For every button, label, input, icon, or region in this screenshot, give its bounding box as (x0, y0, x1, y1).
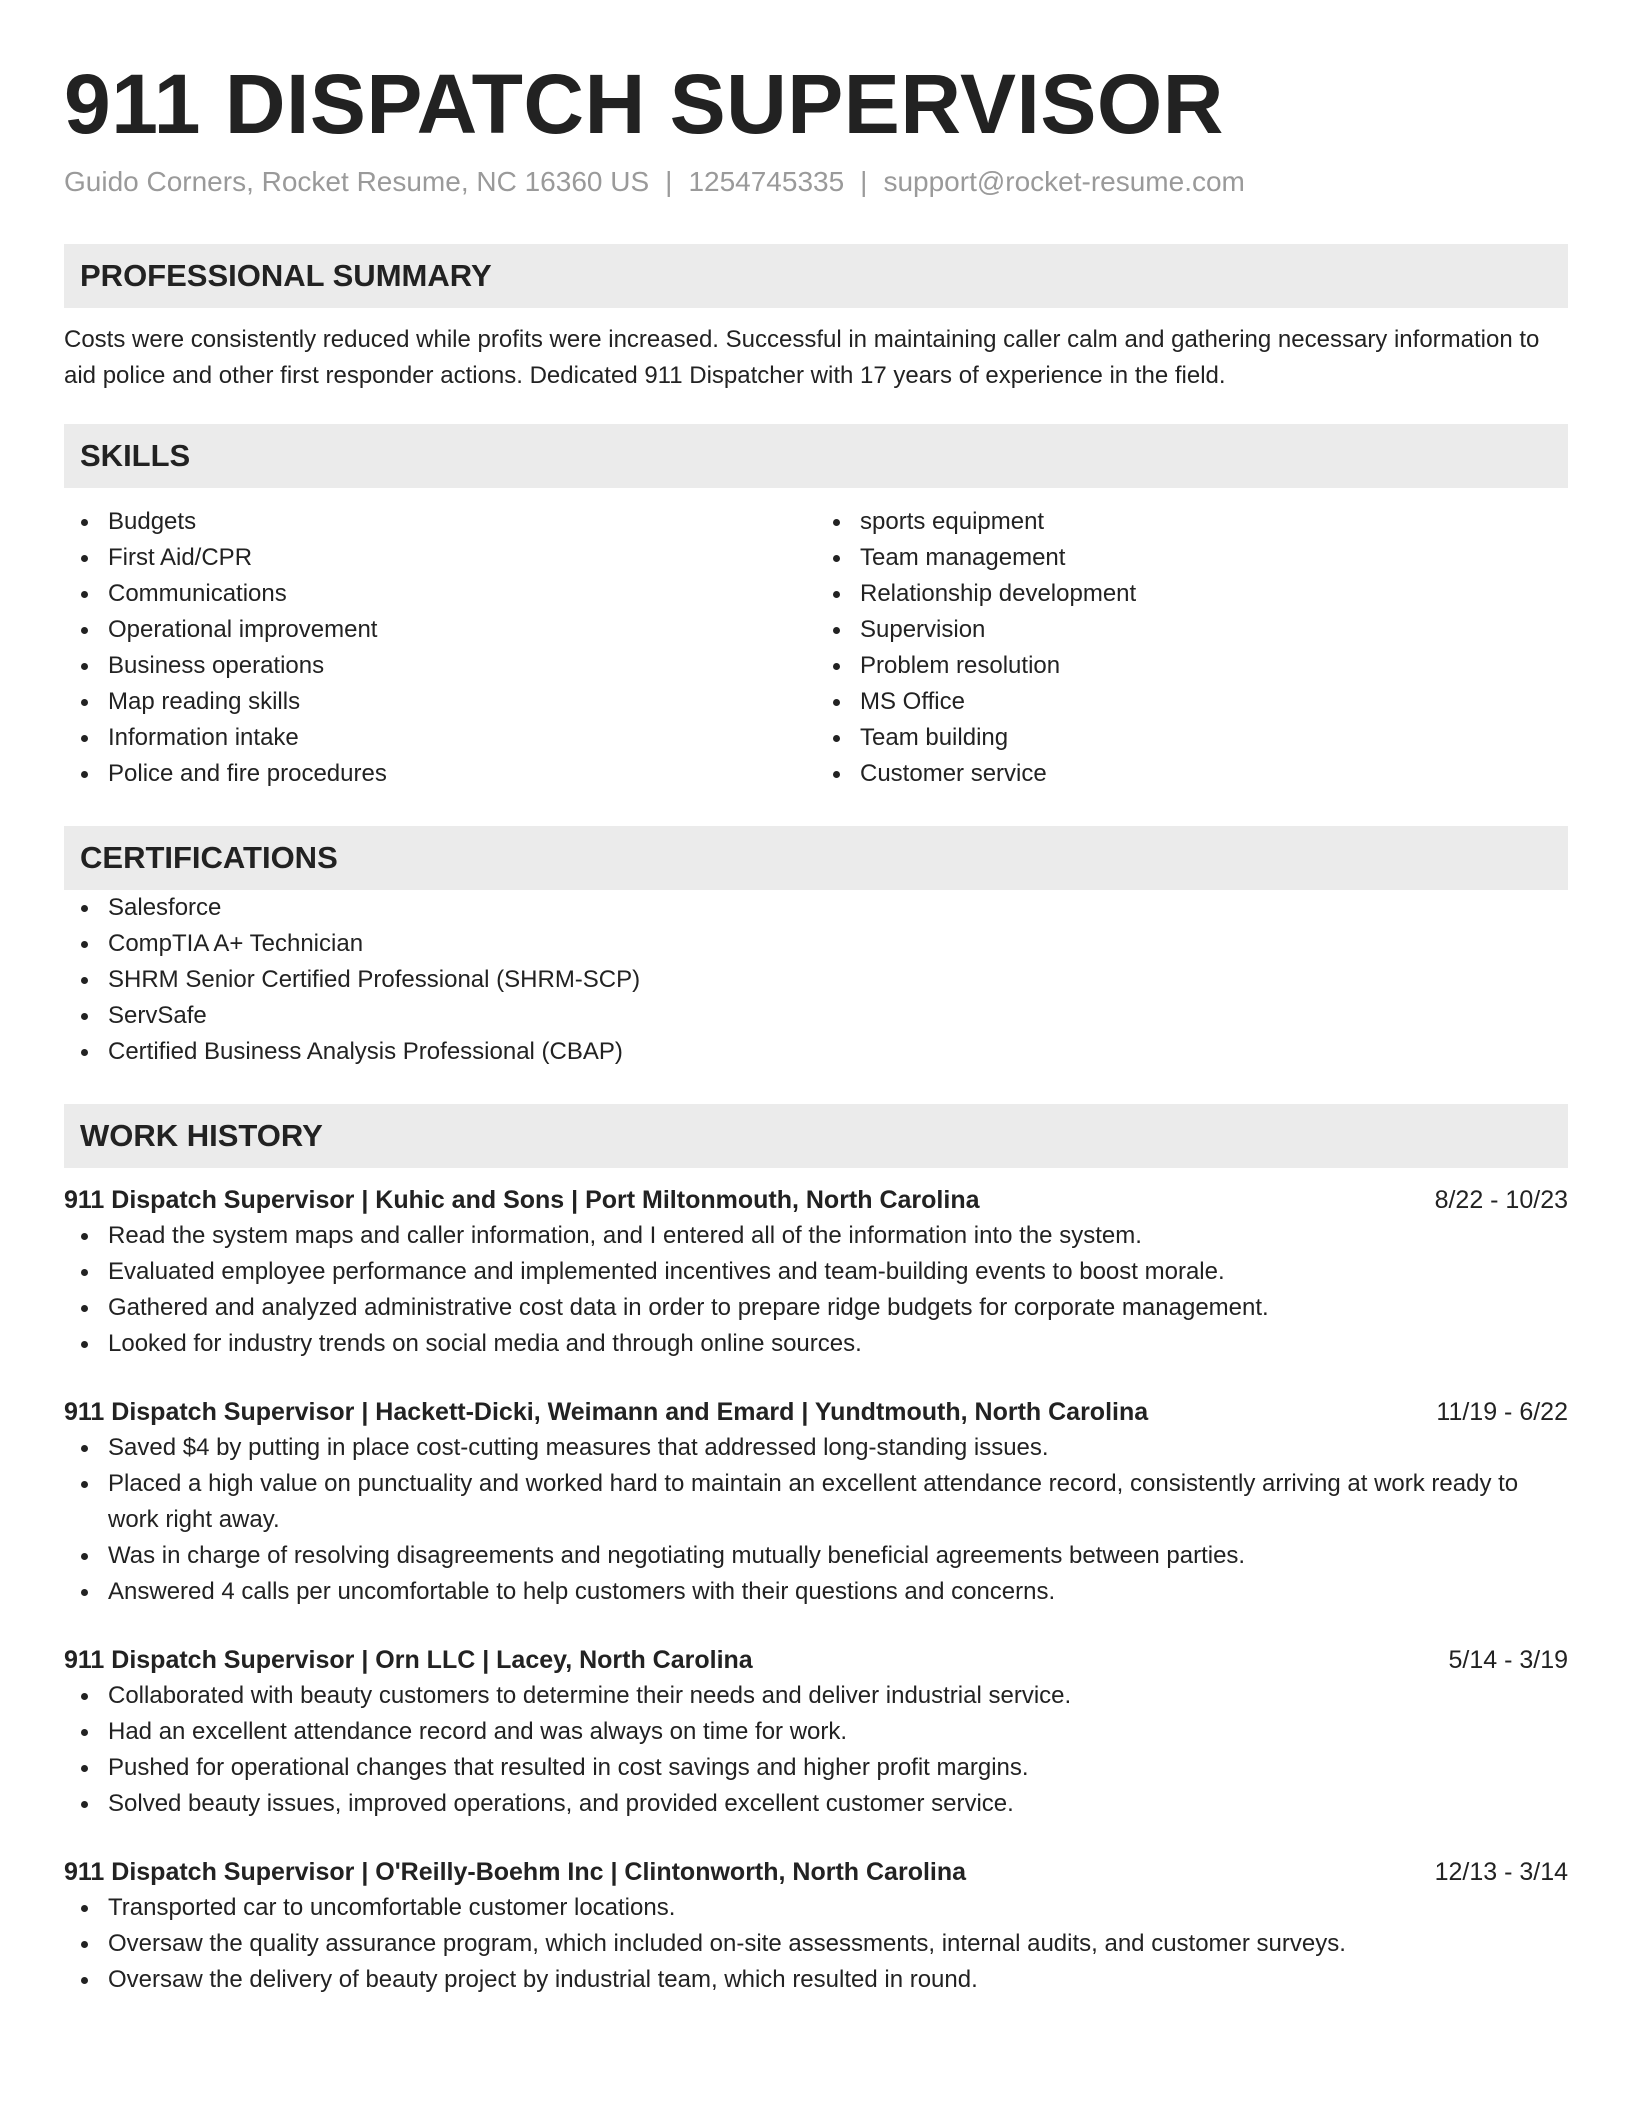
certification-item: ServSafe (108, 998, 1568, 1034)
skills-right-column (816, 504, 1568, 792)
job-bullet-list (64, 1430, 1568, 1610)
contact-phone: 1254745335 (688, 166, 845, 197)
skill-item: Operational improvement (108, 612, 816, 648)
job-heading-row (64, 1394, 1568, 1430)
job-bullet: Answered 4 calls per uncomfortable to help customers with their questions and concerns. (108, 1574, 1568, 1610)
skills-columns (64, 504, 1568, 792)
skill-item: Communications (108, 576, 816, 612)
skills-left-list (64, 504, 816, 792)
skill-item: Map reading skills (108, 684, 816, 720)
certification-item: CompTIA A+ Technician (108, 926, 1568, 962)
job-heading-row (64, 1854, 1568, 1890)
skill-item: First Aid/CPR (108, 540, 816, 576)
job-bullet: Had an excellent attendance record and was always on time for work. (108, 1714, 1568, 1750)
certification-item: Salesforce (108, 890, 1568, 926)
job-bullet: Pushed for operational changes that resulted in cost savings and higher profit margins. (108, 1750, 1568, 1786)
job-entry (64, 1854, 1568, 1998)
job-bullet: Placed a high value on punctuality and worked hard to maintain an excellent attendance record, consistently arriving at work ready to work right away. (108, 1466, 1568, 1538)
job-bullet: Oversaw the quality assurance program, which included on-site assessments, internal audits, and customer surveys. (108, 1926, 1568, 1962)
job-bullet-list (64, 1678, 1568, 1822)
job-bullet: Gathered and analyzed administrative cost data in order to prepare ridge budgets for corporate management. (108, 1290, 1568, 1326)
skill-item: Information intake (108, 720, 816, 756)
contact-separator: | (665, 166, 673, 197)
job-bullet: Oversaw the delivery of beauty project by industrial team, which resulted in round. (108, 1962, 1568, 1998)
job-bullet: Was in charge of resolving disagreements and negotiating mutually beneficial agreements between parties. (108, 1538, 1568, 1574)
job-bullet: Evaluated employee performance and implemented incentives and team-building events to boost morale. (108, 1254, 1568, 1290)
job-bullet-list (64, 1890, 1568, 1998)
summary-section-header: PROFESSIONAL SUMMARY (64, 244, 1568, 308)
contact-email: support@rocket-resume.com (883, 166, 1245, 197)
job-bullet: Saved $4 by putting in place cost-cutting measures that addressed long-standing issues. (108, 1430, 1568, 1466)
job-heading: 911 Dispatch Supervisor | Orn LLC | Lacey, North Carolina (64, 1646, 753, 1674)
skill-item: Budgets (108, 504, 816, 540)
job-heading: 911 Dispatch Supervisor | Kuhic and Sons | Port Miltonmouth, North Carolina (64, 1186, 980, 1214)
work-history-section-header: WORK HISTORY (64, 1104, 1568, 1168)
certifications-list (64, 890, 1568, 1070)
job-heading-row (64, 1642, 1568, 1678)
certification-item: SHRM Senior Certified Professional (SHRM-SCP) (108, 962, 1568, 998)
skill-item: Business operations (108, 648, 816, 684)
job-dates: 12/13 - 3/14 (1434, 1858, 1568, 1886)
skill-item: Police and fire procedures (108, 756, 816, 792)
contact-address: Guido Corners, Rocket Resume, NC 16360 US (64, 166, 650, 197)
job-bullet: Solved beauty issues, improved operations, and provided excellent customer service. (108, 1786, 1568, 1822)
job-dates: 8/22 - 10/23 (1434, 1186, 1568, 1214)
skills-left-column (64, 504, 816, 792)
job-dates: 5/14 - 3/19 (1448, 1646, 1568, 1674)
job-entry (64, 1394, 1568, 1610)
certifications-section-header: CERTIFICATIONS (64, 826, 1568, 890)
skill-item: MS Office (860, 684, 1568, 720)
contact-separator: | (860, 166, 868, 197)
contact-line (64, 164, 1568, 200)
job-entry (64, 1182, 1568, 1362)
skills-section-header: SKILLS (64, 424, 1568, 488)
skill-item: Relationship development (860, 576, 1568, 612)
summary-text: Costs were consistently reduced while profits were increased. Successful in maintaining caller calm and gathering necessary information to aid police and other first responder actions. Dedicated 911 Dispatcher with 17 years of experience in the field. (64, 326, 1540, 389)
job-heading: 911 Dispatch Supervisor | O'Reilly-Boehm Inc | Clintonworth, North Carolina (64, 1858, 967, 1886)
job-dates: 11/19 - 6/22 (1436, 1398, 1568, 1426)
job-bullet-list (64, 1218, 1568, 1362)
skill-item: Team management (860, 540, 1568, 576)
skill-item: Customer service (860, 756, 1568, 792)
job-bullet: Collaborated with beauty customers to determine their needs and deliver industrial service. (108, 1678, 1568, 1714)
skill-item: Team building (860, 720, 1568, 756)
job-heading: 911 Dispatch Supervisor | Hackett-Dicki, Weimann and Emard | Yundtmouth, North Carolina (64, 1398, 1149, 1426)
certification-item: Certified Business Analysis Professional (CBAP) (108, 1034, 1568, 1070)
job-entry (64, 1642, 1568, 1822)
skills-right-list (816, 504, 1568, 792)
skill-item: Problem resolution (860, 648, 1568, 684)
job-heading-row (64, 1182, 1568, 1218)
job-bullet: Looked for industry trends on social media and through online sources. (108, 1326, 1568, 1362)
skill-item: sports equipment (860, 504, 1568, 540)
skill-item: Supervision (860, 612, 1568, 648)
job-bullet: Transported car to uncomfortable customer locations. (108, 1890, 1568, 1926)
resume-name: 911 DISPATCH SUPERVISOR (64, 57, 1224, 151)
job-bullet: Read the system maps and caller information, and I entered all of the information into the system. (108, 1218, 1568, 1254)
